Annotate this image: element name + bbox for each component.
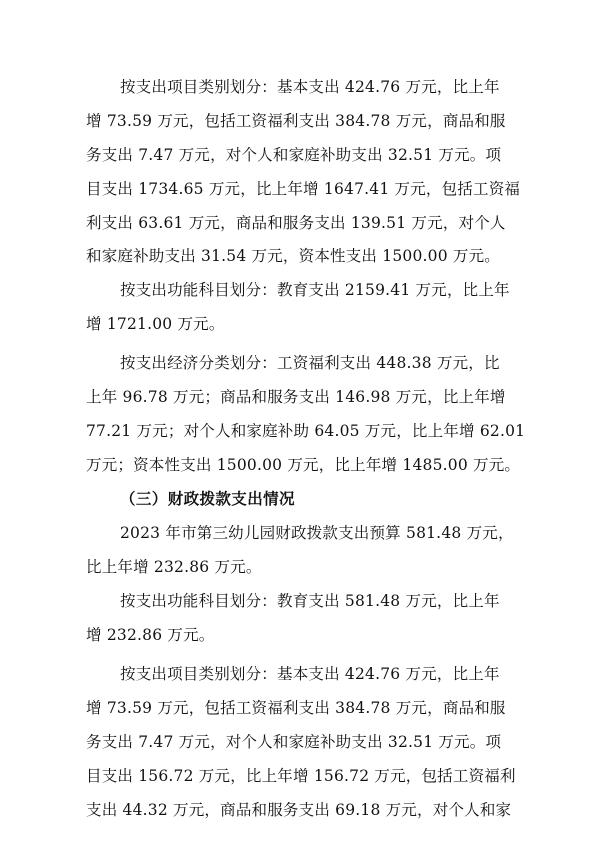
para1-line5: 利支出 63.61 万元，商品和服务支出 139.51 万元，对个人 — [86, 214, 506, 232]
para6-line4: 目支出 156.72 万元，比上年增 156.72 万元，包括工资福利 — [86, 767, 516, 785]
para3-line4: 万元；资本性支出 1500.00 万元，比上年增 1485.00 万元。 — [86, 456, 521, 474]
para6-line1: 按支出项目类别划分：基本支出 424.76 万元，比上年 — [120, 665, 500, 683]
para6-line2: 增 73.59 万元，包括工资福利支出 384.78 万元，商品和服 — [86, 699, 506, 717]
para3-line2: 上年 96.78 万元；商品和服务支出 146.98 万元，比上年增 — [86, 388, 506, 406]
para1-line2: 增 73.59 万元，包括工资福利支出 384.78 万元，商品和服 — [86, 112, 506, 130]
para3-line3: 77.21 万元；对个人和家庭补助 64.05 万元，比上年增 62.01 — [86, 422, 526, 440]
para1-line4: 目支出 1734.65 万元，比上年增 1647.41 万元，包括工资福 — [86, 180, 521, 198]
para2-line1: 按支出功能科目划分：教育支出 2159.41 万元，比上年 — [120, 281, 510, 299]
para6-line5: 支出 44.32 万元，商品和服务支出 69.18 万元，对个人和家 — [86, 801, 512, 819]
para4-line1: 2023 年市第三幼儿园财政拨款支出预算 581.48 万元， — [120, 524, 514, 542]
para5-line1: 按支出功能科目划分：教育支出 581.48 万元，比上年 — [120, 592, 500, 610]
para2-line2: 增 1721.00 万元。 — [86, 315, 225, 333]
para5-line2: 增 232.86 万元。 — [86, 626, 215, 644]
para1-line1: 按支出项目类别划分：基本支出 424.76 万元，比上年 — [120, 78, 500, 96]
para3-line1: 按支出经济分类划分：工资福利支出 448.38 万元，比 — [120, 354, 500, 372]
para4-line2: 比上年增 232.86 万元。 — [86, 558, 262, 576]
para1-line3: 务支出 7.47 万元，对个人和家庭补助支出 32.51 万元。项 — [86, 146, 502, 164]
para1-line6: 和家庭补助支出 31.54 万元，资本性支出 1500.00 万元。 — [86, 247, 500, 265]
section-heading: （三）财政拨款支出情况 — [120, 490, 295, 508]
para6-line3: 务支出 7.47 万元，对个人和家庭补助支出 32.51 万元。项 — [86, 733, 502, 751]
